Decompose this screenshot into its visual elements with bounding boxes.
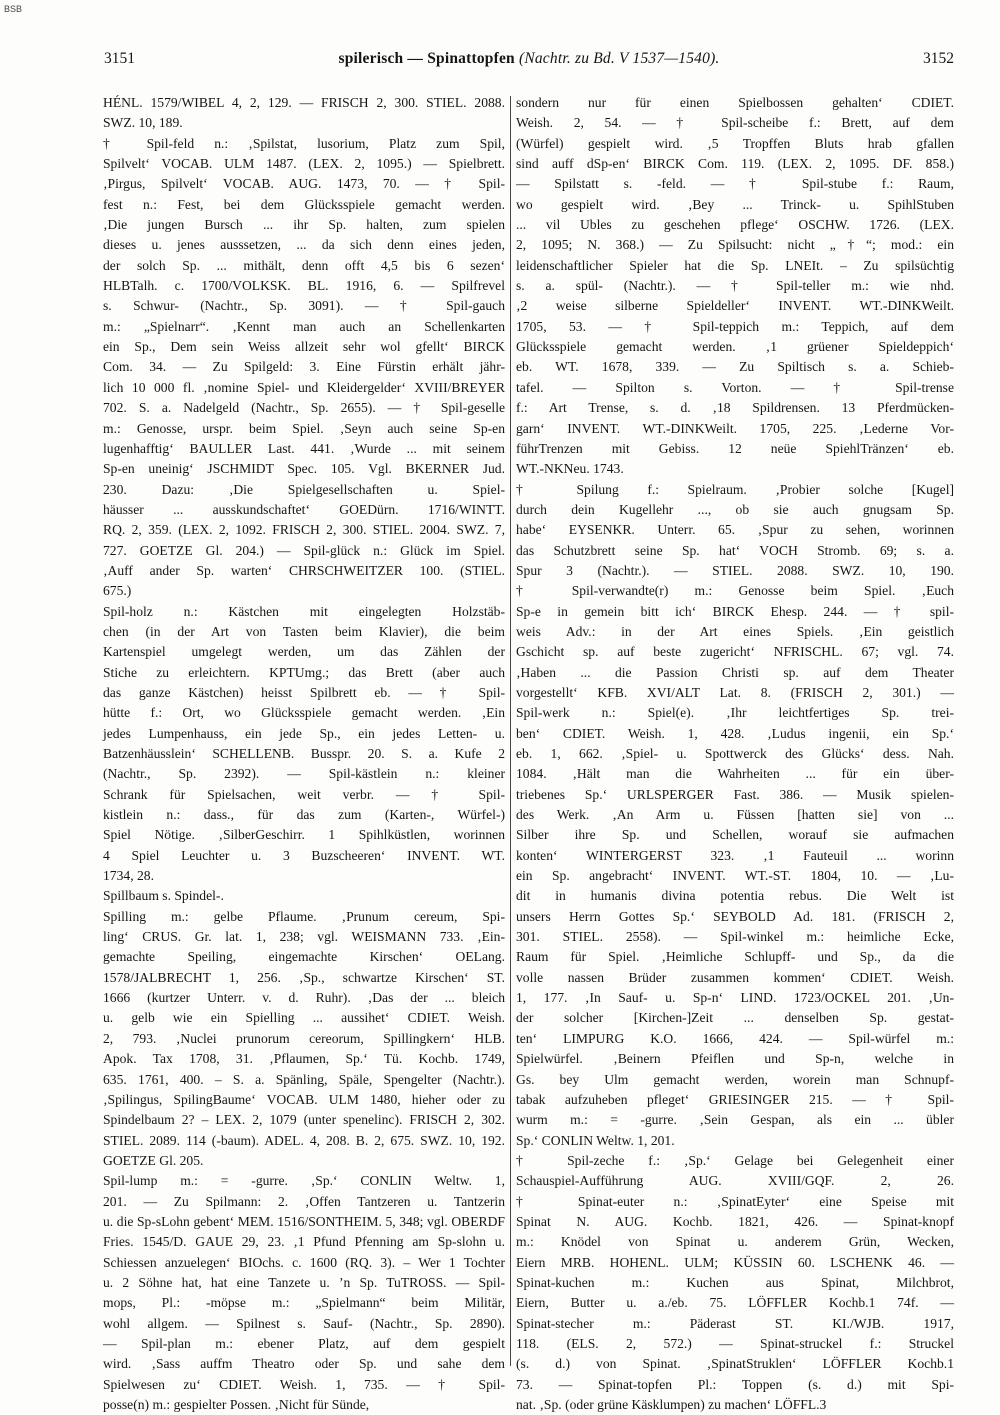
text-line: 118. (ELS. 2, 572.) — Spinat-struckel f.: Struckel [516, 1335, 954, 1351]
text-line: 2, 1095; N. 368.) — Zu Spilsucht: nicht „†“; mod.: ein [516, 237, 954, 253]
text-line: HÉNL. 1579/WIBEL 4, 2, 129. — FRISCH 2, 300. STIEL. 2088. [103, 95, 505, 110]
text-line: Spilvelt‘ VOCAB. ULM 1487. (LEX. 2, 1095.) — Spielbrett. [103, 156, 505, 172]
text-line: (Würfel) gespielt wird. ‚5 Tropffen Bluts hrab gfallen [516, 135, 954, 151]
text-line: Spil-lump m.: = -gurre. ‚Sp.‘ CONLIN Weltw. 1, [103, 1173, 505, 1189]
text-line: Spillbaum s. Spindel-. [103, 888, 224, 904]
text-line: ‚Auff ander Sp. warten‘ CHRSCHWEITZER 100. (STIEL. [103, 562, 505, 578]
text-line: dieses u. jenes ausssetzen, ... da sich denn eines jeden, [103, 237, 505, 253]
text-line: 727. GOETZE Gl. 204.) — Spil-glück n.: Glück im Spiel. [103, 542, 505, 558]
text-line: jedes Lumpenhauss, ein jede Sp., ein jedes Letten- u. [103, 725, 505, 741]
text-line: gemachte Speiling, eingemachte Kirschen‘ OELang. [103, 949, 505, 965]
text-line: Weish. 2, 54. — † Spil-scheibe f.: Brett, auf dem [516, 115, 954, 131]
text-line: 201. — Zu Spilmann: 2. ‚Offen Tantzeren u. Tantzerin [103, 1193, 505, 1209]
text-line: Spil-holz n.: Kästchen mit eingelegten Holzstäb- [103, 603, 505, 619]
text-line: Raum für Spiel. ‚Heimliche Schlupff- und Sp., da die [516, 949, 954, 965]
text-line: Spielwesen zu‘ CDIET. Weish. 1, 735. — † Spil- [103, 1376, 505, 1392]
left-column [103, 93, 505, 1412]
text-line: STIEL. 2089. 114 (-baum). ADEL. 4, 208. B. 2, 675. SWZ. 10, 192. [103, 1132, 505, 1148]
text-line: mops, Pl.: -möpse m.: „Spielmann“ beim Militär, [103, 1295, 505, 1311]
text-line: garn‘ INVENT. WT.-DINKWeilt. 1705, 225. ‚Lederne Vor- [516, 420, 954, 436]
text-line: Apok. Tax 1708, 31. ‚Pflaumen, Sp.‘ Tü. Kochb. 1749, [103, 1051, 505, 1067]
text-line: m.: Genosse, urspr. beim Spiel. ‚Seyn auch seine Sp-en [103, 420, 505, 436]
text-line: (Nachtr., Sp. 2392). — Spil-kästlein n.: kleiner [103, 766, 505, 782]
text-line: tafel. — Spilton s. Vorton. — † Spil-trense [516, 379, 954, 395]
text-line: wo gespielt wird. ‚Bey ... Trinck- u. SpihlStuben [516, 196, 954, 212]
text-line: HLBTalh. c. 1700/VOLKSK. BL. 1916, 6. — Spilfrevel [103, 278, 505, 294]
text-line: Spilling m.: gelbe Pflaume. ‚Prunum cereum, Spi- [103, 908, 505, 924]
text-line: ‚Die jungen Bursch ... ihr Sp. halten, zum spielen [103, 217, 505, 233]
running-title-text: spilerisch — Spinattopfen [338, 50, 515, 67]
text-line: 1734, 28. [103, 868, 154, 884]
text-line: u. 2 Söhne hat, hat eine Tanzete u. ’n Sp. TuTROSS. — Spil- [103, 1274, 505, 1290]
text-line: 301. STIEL. 2558). — Spil-winkel m.: heimliche Ecke, [516, 929, 954, 945]
text-line: 73. — Spinat-topfen Pl.: Toppen (s. d.) mit Spi- [516, 1376, 954, 1392]
text-line: Spiel Nötige. ‚SilberGeschirr. 1 Spihlküstlen, worinnen [103, 827, 505, 843]
text-line: fest n.: Fest, bei dem Glücksspiele gemacht werden. [103, 196, 505, 212]
text-line: Sp.‘ CONLIN Weltw. 1, 201. [516, 1132, 675, 1148]
text-line: posse(n) m.: gespielter Possen. ‚Nicht für Sünde, [103, 1397, 370, 1412]
text-line: 1, 177. ‚In Sauf- u. Sp-n‘ LIND. 1723/OCKEL 201. ‚Un- [516, 990, 954, 1006]
text-line: Schrank für Spielsachen, weit verbr. — † Spil- [103, 786, 505, 802]
text-line: Schiessen anzuelegen‘ BIOchs. c. 1600 (RQ. 3). – Wer 1 Tochter [103, 1254, 505, 1270]
text-line: Fries. 1545/D. GAUE 29, 23. ‚1 Pfund Pfenning am Sp-slohn u. [103, 1234, 505, 1250]
text-line: nat. ‚Sp. (oder grüne Käsklumpen) zu machen‘ LÖFFL.3 [516, 1397, 827, 1412]
text-line: Spil-werk n.: Spiel(e). ‚Ihr leichtfertiges Sp. trei- [516, 705, 954, 721]
text-line: ‚Haben ... die Passion Christi sp. auf dem Theater [516, 664, 954, 680]
text-line: leidenschaftlicher Spieler hat die Sp. LNEIt. – Zu spilsüchtig [516, 257, 954, 273]
text-line: Sp-e in gemein bitt ich‘ BIRCK Ehesp. 244. — † spil- [516, 603, 954, 619]
text-line: ‚Spilingus, SpilingBaume‘ VOCAB. ULM 1480, hieher oder zu [103, 1091, 505, 1107]
text-line: Schauspiel-Aufführung AUG. XVIII/GQF. 2, 26. [516, 1173, 954, 1189]
text-line: 1084. ‚Hält man die Wahrheiten ... für ein über- [516, 766, 954, 782]
page-header [104, 50, 954, 72]
text-line: Spinat-stecher m.: Päderast ST. KI./WJB. 1917, [516, 1315, 954, 1331]
text-line: das Schutzbrett seine Sp. hat‘ VOCH Stromb. 69; s. a. [516, 542, 954, 558]
text-line: Kartenspiel umgelegt werden, um das Zählen der [103, 644, 505, 660]
text-line: Spielwürfel. ‚Beinern Pfeiflen und Sp-n, welche in [516, 1051, 954, 1067]
text-line: † Spilung f.: Spielraum. ‚Probier solche [Kugel] [516, 481, 954, 497]
text-line: ‚Pirgus, Spilvelt‘ VOCAB. AUG. 1473, 70. — † Spil- [103, 176, 505, 192]
text-line: 675.) [103, 583, 132, 599]
text-line: durch dein Kugellehr ..., ob sie auch gnugsam Sp. [516, 501, 954, 517]
library-stamp: BSB [4, 4, 23, 14]
text-line: † Spinat-euter n.: ‚SpinatEyter‘ eine Speise mit [516, 1193, 954, 1209]
text-line: wird. ‚Sass auffm Theatro oder Sp. und sahe dem [103, 1356, 505, 1372]
text-line: wohl allgem. — Spilnest s. Sauf- (Nachtr., Sp. 2890). [103, 1315, 505, 1331]
text-line: ein Sp. angebracht‘ INVENT. WT.-ST. 1804, 10. — ‚Lu- [516, 868, 954, 884]
text-line: ... vil Ubles zu geschehen pflege‘ OSCHW. 1726. (LEX. [516, 217, 954, 233]
text-line: unsers Herrn Gottes Sp.‘ SEYBOLD Ad. 181. (FRISCH 2, [516, 908, 954, 924]
text-line: s. Schwur- (Nachtr., Sp. 3091). — † Spil-gauch [103, 298, 505, 314]
text-line: GOETZE Gl. 205. [103, 1152, 204, 1168]
text-line: 1666 (kurtzer Unterr. v. d. Ruhr). ‚Das der ... bleich [103, 990, 505, 1006]
text-line: des Werk. ‚An Arm u. Füssen [hatten sie] von ... [516, 807, 954, 823]
text-line: eb. 1, 662. ‚Spiel- u. Spottwerck des Glücks‘ dess. Nah. [516, 746, 954, 761]
text-line: 702. S. a. Nadelgeld (Nachtr., Sp. 2655). — † Spil-geselle [103, 400, 505, 416]
text-line: lich 10 000 fl. ‚nomine Spiel- und Kleidergelder‘ XVIII/BREYER [103, 379, 505, 395]
text-line: führTrenzen mit Gebiss. 12 neüe SpiehlTränzen‘ eb. [516, 440, 954, 456]
text-line: Batzenhäusslein‘ SCHELLENB. Busspr. 20. S. a. Kufe 2 [103, 746, 505, 761]
text-line: chen (in der Art von Tasten beim Klavier), die beim [103, 623, 505, 639]
text-line: — Spil-plan m.: ebener Platz, auf dem gespielt [103, 1335, 505, 1351]
text-line: das ganze Kästchen) heisst Spilbrett eb. — † Spil- [103, 684, 505, 700]
text-line: Stiche zu erleichtern. KPTUmg.; das Brett (aber auch [103, 664, 505, 680]
text-line: ling‘ CRUS. Gr. lat. 1, 238; vgl. WEISMANN 733. ‚Ein- [103, 929, 505, 945]
text-line: 4 Spiel Leuchter u. 3 Buzscheeren‘ INVENT. WT. [103, 847, 505, 863]
text-line: tabak aufzuheben pfleget‘ GRIESINGER 215. — † Spil- [516, 1091, 954, 1107]
running-title [104, 50, 954, 68]
text-line: Eiern MRB. HOHENL. ULM; KÜSSIN 60. LSCHENK 46. — [516, 1254, 954, 1270]
text-line: 635. 1761, 400. – S. a. Spänling, Späle, Spengelter (Nachtr.). [103, 1071, 505, 1087]
text-line: † Spil-zeche f.: ‚Sp.‘ Gelage bei Gelegenheit einer [516, 1152, 954, 1168]
text-line: lugenhafftig‘ BAULLER Last. 441. ‚Wurde ... mit seinem [103, 440, 505, 456]
text-line: volle nassen Brüder zusammen kommen‘ CDIET. Weish. [516, 969, 954, 985]
text-line: RQ. 2, 359. (LEX. 2, 1092. FRISCH 2, 300. STIEL. 2004. SWZ. 7, [103, 522, 505, 538]
text-line: Spindelbaum 2? – LEX. 2, 1079 (unter spenelinc). FRISCH 2, 302. [103, 1112, 505, 1128]
text-line: u. gelb wie ein Spielling ... aussihet‘ CDIET. Weish. [103, 1010, 505, 1026]
text-line: Spur 3 (Nachtr.). — STIEL. 2088. SWZ. 10, 190. [516, 562, 954, 578]
text-line: häusser ... ausskundschaftet‘ GOEDürn. 1716/WINTT. [103, 501, 505, 517]
text-line: weis Adv.: in der Art eines Spiels. ‚Ein geistlich [516, 623, 954, 639]
text-line: kistlein n.: dass., für das zum (Karten-, Würfel-) [103, 807, 505, 823]
text-line: u. die Sp-sLohn gebent‘ MEM. 1516/SONTHEIM. 5, 348; vgl. OBERDF [103, 1213, 505, 1229]
text-line: 1578/JALBRECHT 1, 256. ‚Sp., schwartze Kirschen‘ ST. [103, 969, 505, 985]
text-line: ten‘ LIMPURG K.O. 1666, 424. — Spil-würfel m.: [516, 1030, 954, 1046]
text-line: Sp-en uneinig‘ JSCHMIDT Spec. 105. Vgl. BKERNER Jud. [103, 461, 505, 477]
running-title-subtitle: (Nachtr. zu Bd. V 1537—1540). [518, 50, 720, 67]
text-line: Spinat N. AUG. Kochb. 1821, 426. — Spinat-knopf [516, 1213, 954, 1229]
text-line: sondern nur für einen Spielbossen gehalten‘ CDIET. [516, 95, 954, 110]
text-line: ‚2 weise silberne Spieldeller‘ INVENT. WT.-DINKWeilt. [516, 298, 954, 314]
text-line: Eiern, Butter u. a./eb. 75. LÖFFLER Kochb.1 74f. — [516, 1295, 954, 1311]
text-line: konten‘ WINTERGERST 323. ‚1 Fauteuil ... worinn [516, 847, 954, 863]
text-line: eb. WT. 1678, 339. — Zu Spiltisch s. a. Schieb- [516, 359, 954, 375]
text-line: 230. Dazu: ‚Die Spielgesellschaften u. Spiel- [103, 481, 505, 497]
page-number-right: 3152 [923, 50, 954, 67]
text-line: Glücksspiele gemacht werden. ‚1 grüener Spieldeppich‘ [516, 339, 954, 355]
text-line: WT.-NKNeu. 1743. [516, 461, 624, 477]
text-line: m.: Knödel von Spinat u. anderem Grün, Wecken, [516, 1234, 954, 1250]
text-line: Gs. bey Ulm gemacht werden, worein man Schnupf- [516, 1071, 954, 1087]
text-line: m.: „Spielnarr“. ‚Kennt man auch an Schellenkarten [103, 318, 505, 334]
text-line: (s. d.) von Spinat. ‚SpinatStruklen‘ LÖFFLER Kochb.1 [516, 1356, 954, 1372]
text-line: der solch Sp. ... mithält, denn offt 4,5 bis 6 sezen‘ [103, 257, 505, 273]
text-line: † Spil-feld n.: ‚Spilstat, lusorium, Platz zum Spil, [103, 135, 505, 151]
text-line: sind auff dSp-en‘ BIRCK Com. 119. (LEX. 2, 1095. DF. 858.) [516, 156, 954, 172]
text-line: Spinat-kuchen m.: Kuchen aus Spinat, Milchbrot, [516, 1274, 954, 1290]
text-line: wurm m.: = -gurre. ‚Sein Gespan, als ein ... übler [516, 1112, 954, 1128]
text-line: ben‘ CDIET. Weish. 1, 428. ‚Ludus ingenii, ein Sp.‘ [516, 725, 954, 741]
text-line: s. a. spül- (Nachtr.). — † Spil-teller m.: wie nhd. [516, 278, 954, 294]
text-line: ein Sp., Dem sein Weiss allzeit sehr wol gfellt‘ BIRCK [103, 339, 505, 355]
text-line: — Spilstatt s. -feld. — † Spil-stube f.: Raum, [516, 176, 954, 192]
right-column [516, 93, 954, 1412]
text-line: triebenes Sp.‘ URLSPERGER Fast. 386. — Musik spielen- [516, 786, 954, 802]
text-line: Gschicht sp. auf beste zugericht‘ NFRISCHL. 67; vgl. 74. [516, 644, 954, 660]
text-line: † Spil-verwandte(r) m.: Genosse beim Spiel. ‚Euch [516, 583, 954, 599]
text-line: SWZ. 10, 189. [103, 115, 183, 131]
text-line: Com. 34. — Zu Spilgeld: 3. Eine Fürstin erhält jähr- [103, 359, 505, 375]
text-line: dit in humanis divina potentia rebus. Die Welt ist [516, 888, 954, 904]
text-line: Silber ihre Sp. und Schellen, worauf sie aufmachen [516, 827, 954, 843]
text-line: vorgestellt‘ KFB. XVI/ALT Lat. 8. (FRISCH 2, 301.) — [516, 684, 954, 700]
column-divider [510, 96, 511, 1366]
text-line: habe‘ EYSENKR. Unterr. 65. ‚Spur zu sehen, worinnen [516, 522, 954, 538]
text-line: der solcher [Kirchen-]Zeit ... denselben Sp. gestat- [516, 1010, 954, 1026]
page-number-left: 3151 [104, 50, 135, 67]
text-line: 1705, 53. — † Spil-teppich m.: Teppich, auf dem [516, 318, 954, 334]
text-line: 2, 793. ‚Nuclei prunorum cereorum, Spillingkern‘ HLB. [103, 1030, 505, 1046]
text-line: f.: Art Trense, s. d. ‚18 Spildrensen. 13 Pferdmücken- [516, 400, 954, 416]
text-line: hütte f.: Ort, wo Glücksspiele gemacht werden. ‚Ein [103, 705, 505, 721]
